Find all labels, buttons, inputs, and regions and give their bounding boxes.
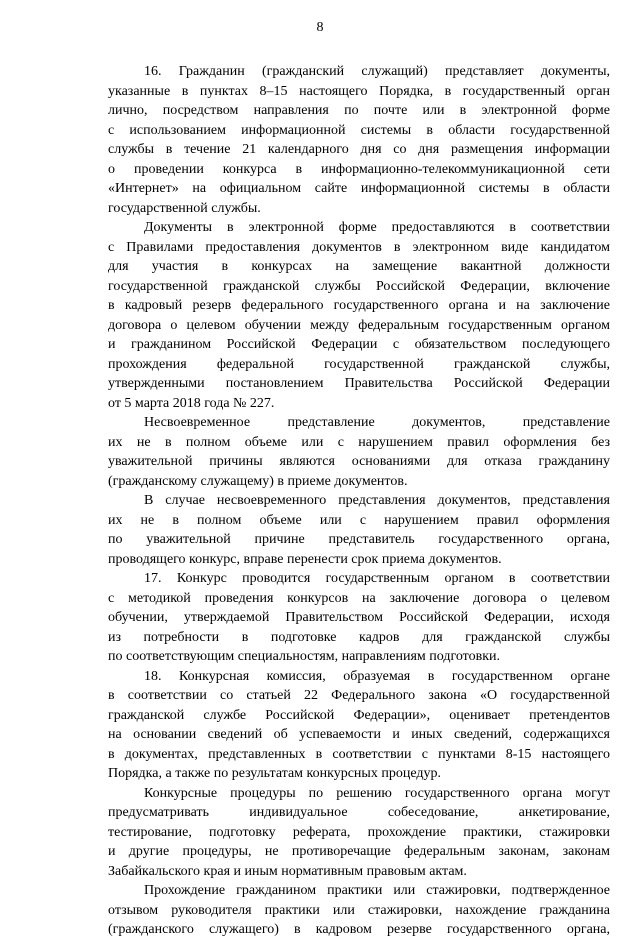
text-line: их не в полном объеме или с нарушением правил оформления [108,512,610,528]
text-line: «Интернет» на официальном сайте информационной системы в области [108,181,610,196]
text-line: лично, посредством направления по почте или в электронной форме [108,103,610,118]
text-line: предусматривать индивидуальное собеседование, анкетирование, [108,805,610,820]
paragraph [108,218,610,413]
text-line: В случае несвоевременного представления документов, представления [144,493,610,508]
text-line: проводящего конкурс, вправе перенести срок приема документов. [108,551,502,567]
text-line: тестирование, подготовку реферата, прохождение практики, стажировки [108,824,610,840]
text-line: указанные в пунктах 8–15 настоящего Порядка, в государственный орган [108,83,610,99]
text-line: утвержденными постановлением Правительства Российской Федерации [108,376,610,391]
text-line: государственной гражданской службы Российской Федерации, включение [108,278,610,294]
text-line: с Правилами предоставления документов в электронном виде кандидатом [108,239,610,255]
text-line: отзывом руководителя практики или стажировки, нахождение гражданина [108,902,610,918]
text-line: Конкурсные процедуры по решению государственного органа могут [144,785,610,801]
text-line: и другие процедуры, не противоречащие федеральным законам, законам [108,844,610,859]
page-number: 8 [316,20,324,35]
text-line: Несвоевременное представление документов, представление [144,415,610,430]
text-line: с использованием информационной системы в области государственной [108,122,610,138]
paragraph [108,491,610,569]
text-line: с методикой проведения конкурсов на заключение договора о целевом [108,590,610,606]
text-line: для участия в конкурсах на замещение вакантной должности [108,259,610,274]
text-line: Прохождение гражданином практики или стажировки, подтвержденное [144,883,610,898]
text-line: по уважительной причине представитель государственного органа, [108,532,610,547]
text-line: 16. Гражданин (гражданский служащий) представляет документы, [144,64,610,79]
paragraph [108,667,610,784]
text-line: государственной службы. [108,200,261,216]
text-line: Забайкальского края и иным нормативным правовым актам. [108,863,467,879]
paragraph [108,569,610,667]
text-line: (гражданского служащего) в кадровом резерве государственного органа, [108,922,610,937]
text-line: из потребности в подготовке кадров для гражданской службы [108,629,610,645]
text-line: на основании сведений об успеваемости и иных сведений, содержащихся [108,727,610,742]
text-line: Порядка, а также по результатам конкурсных процедур. [108,766,441,781]
text-line: в кадровый резерв федерального государственного органа и на заключение [108,298,610,313]
text-line: 17. Конкурс проводится государственным органом в соответствии [144,571,610,586]
paragraph [108,881,610,940]
text-line: обучении, утверждаемой Правительством Российской Федерации, исходя [108,610,610,625]
text-line: 18. Конкурсная комиссия, образуемая в государственном органе [144,668,610,684]
text-line: и гражданином Российской Федерации с обязательством последующего [108,337,610,352]
text-line: прохождения федеральной государственной гражданской службы, [108,356,610,372]
text-line: Документы в электронной форме предоставляются в соответствии [144,220,610,235]
paragraph [108,784,610,882]
text-line: по соответствующим специальностям, направлениям подготовки. [108,649,501,664]
text-line: уважительной причины являются основаниями для отказа гражданину [108,454,610,469]
text-line: о проведении конкурса в информационно-телекоммуникационной сети [108,161,610,177]
paragraph [108,62,610,218]
text-line: договора о целевом обучении между федеральным государственным органом [108,317,610,333]
document-body [108,62,610,940]
text-line: в документах, представленных в соответствии с пунктами 8-15 настоящего [108,746,610,762]
text-line: в соответствии со статьей 22 Федерального закона «О государственной [108,688,610,703]
text-line: (гражданскому служащему) в приеме документов. [108,473,408,489]
text-line: от 5 марта 2018 года № 227. [108,395,275,411]
text-line: гражданской службе Российской Федерации», оценивает претендентов [108,707,610,723]
paragraph [108,413,610,491]
text-line: службы в течение 21 календарного дня со дня размещения информации [108,142,610,157]
text-line: их не в полном объеме или с нарушением правил оформления без [108,434,610,450]
